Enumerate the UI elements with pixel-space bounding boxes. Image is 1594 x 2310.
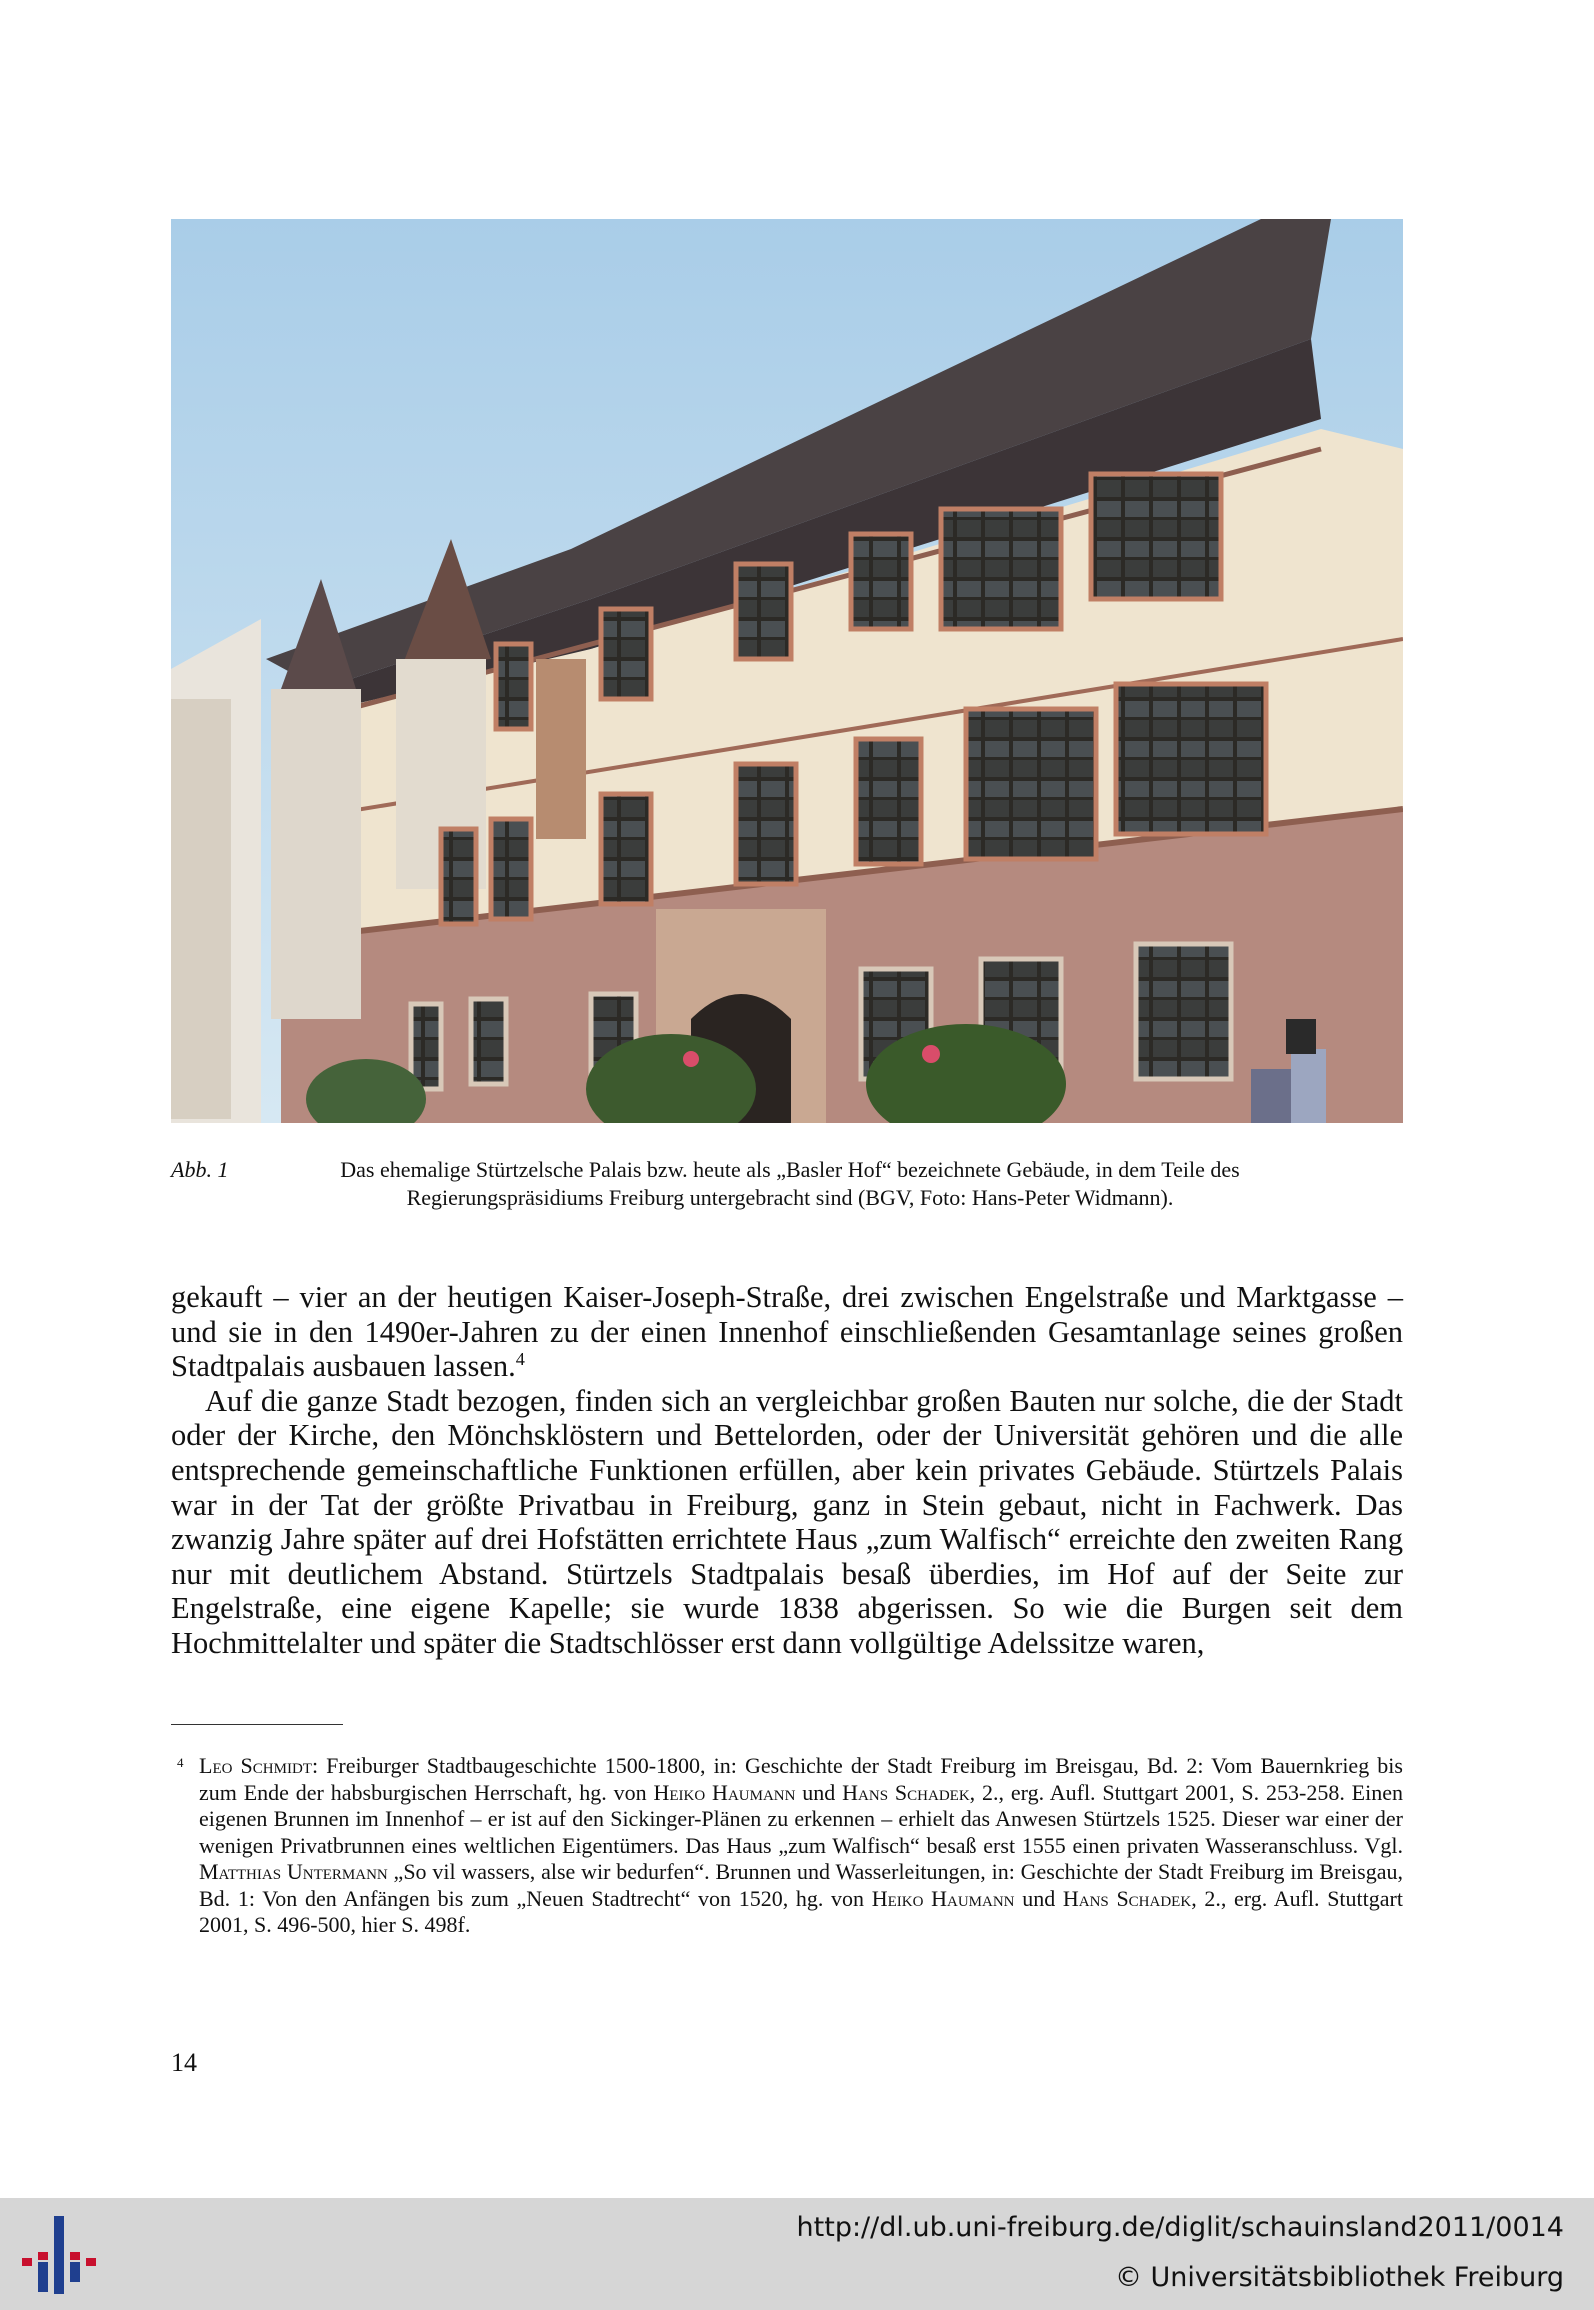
footnote-reference: 4 <box>515 1349 525 1370</box>
footnote-segment: , 2., erg. Aufl. Stuttgart 2001, S. 496-500, hier S. 498f. <box>199 1885 1403 1937</box>
footnote-segment: : Freiburger Stadtbaugeschichte 1500-1800, in: Geschichte der Stadt Freiburg im Breisgau, Bd. 2: Vom Bauernkrieg bis zum Ende der habsburgischen Herrschaft, hg. von <box>199 1753 1403 1805</box>
footnote-editor: Heiko Haumann <box>653 1779 796 1805</box>
footer-url-link[interactable]: http://dl.ub.uni-freiburg.de/diglit/schauinsland2011/0014 <box>796 2212 1564 2243</box>
footnote-segment: , 2., erg. Aufl. Stuttgart 2001, S. 253-258. Einen eigenen Brunnen im Innenhof – er ist auf den Sickinger-Plänen zu erkennen – erhielt das Anwesen Stürtzels 1525. Dieser war einer der wenigen Privatbrunnen eines weltlichen Eigentümers. Das Haus „zum Walfisch“ besaß erst 1555 einen privaten Wasseranschluss. Vgl. <box>199 1779 1403 1858</box>
footnote-author: Matthias Untermann <box>199 1859 388 1884</box>
footnote-text <box>199 1753 1403 1939</box>
body-text <box>171 1280 1403 1661</box>
paragraph-2: Auf die ganze Stadt bezogen, finden sich an vergleichbar großen Bauten nur solche, die der Stadt oder der Kirche, den Mönchsklöstern und Bettelorden, oder der Universität gehören und die alle entsprechende gemeinschaftliche Funktionen erfüllen, aber kein privates Gebäude. Stürtzels Palais war in der Tat der größte Privatbau in Freiburg, ganz in Stein gebaut, nicht in Fachwerk. Das zwanzig Jahre später auf drei Hofstätten errichtete Haus „zum Walfisch“ erreichte den zweiten Rang nur mit deutlichem Abstand. Stürtzels Stadtpalais besaß überdies, im Hof auf der Seite zur Engelstraße, eine eigene Kapelle; sie wurde 1838 abgerissen. So wie die Burgen seit dem Hochmittelalter und später die Stadtschlösser erst dann vollgültige Adelssitze waren, <box>171 1383 1403 1660</box>
footnote-separator <box>171 1724 343 1725</box>
footnote-segment: und <box>795 1779 843 1805</box>
footnote-editor: Hans Schadek <box>842 1779 970 1805</box>
footnote-segment: „So vil wassers, alse wir bedurfen“. Brunnen und Wasserleitungen, in: Geschichte der Stadt Freiburg im Breisgau, Bd. 1: Von den Anfängen bis zum „Neuen Stadtrecht“ von 1520, hg. von <box>199 1859 1403 1911</box>
figure-caption <box>171 1156 1403 1212</box>
figure-caption-text: Das ehemalige Stürtzelsche Palais bzw. heute als „Basler Hof“ bezeichnete Gebäude, in dem Teile des Regierungspräsidiums Freiburg untergebracht sind (BGV, Foto: Hans-Peter Widmann). <box>340 1157 1240 1210</box>
figure-label: Abb. 1 <box>171 1157 229 1182</box>
footnote-segment: und <box>1014 1885 1063 1911</box>
footnote-editor: Hans Schadek <box>1062 1885 1192 1911</box>
library-logo-icon <box>20 2212 100 2298</box>
footnote-number: 4 <box>177 1755 184 1770</box>
paragraph-1-text: gekauft – vier an der heutigen Kaiser-Joseph-Straße, drei zwischen Engelstraße und Marktgasse – und sie in den 1490er-Jahren zu der einen Innenhof einschließenden Gesamtanlage seines großen Stadtpalais ausbauen lassen. <box>171 1280 1403 1384</box>
paragraph-1 <box>171 1280 1403 1384</box>
footer-bar <box>0 2198 1594 2310</box>
footer-copyright: © Universitätsbibliothek Freiburg <box>1114 2262 1564 2293</box>
figure-photo-basler-hof <box>171 219 1403 1123</box>
page-number: 14 <box>171 2048 197 2077</box>
footnote-4 <box>171 1753 1403 1939</box>
footnote-editor: Heiko Haumann <box>871 1885 1015 1911</box>
footnote-author: Leo Schmidt <box>199 1753 312 1778</box>
